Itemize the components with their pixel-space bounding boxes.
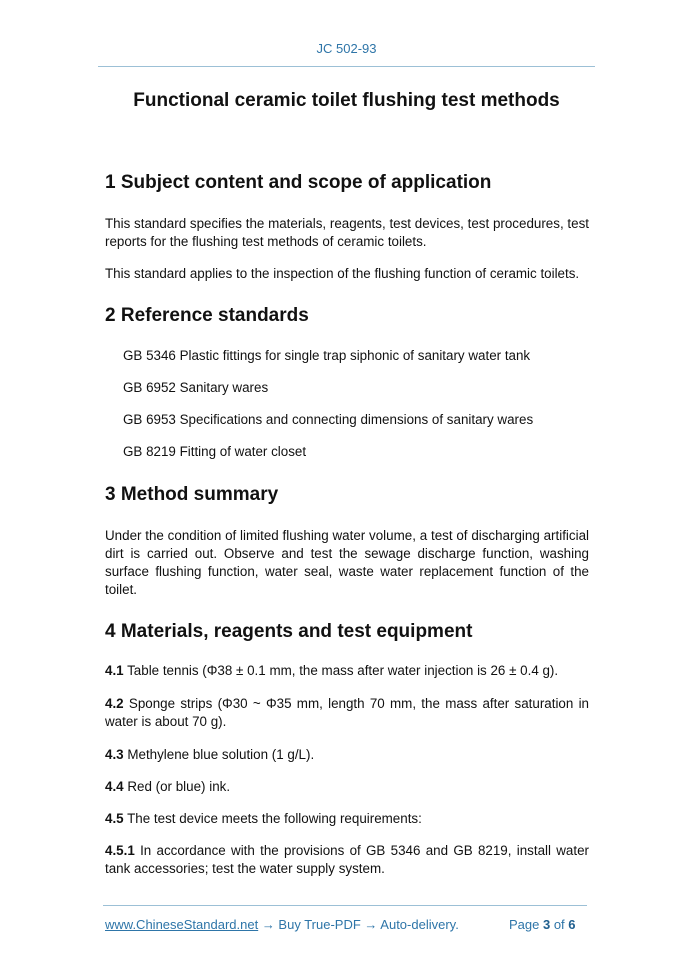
section-4-heading: 4 Materials, reagents and test equipment	[105, 621, 473, 642]
footer-promo	[105, 917, 459, 932]
clause-text: The test device meets the following requirements:	[123, 811, 422, 826]
clause-number: 4.4	[105, 779, 124, 794]
section-1-paragraph-2: This standard applies to the inspection of the flushing function of ceramic toilets.	[105, 266, 580, 281]
clause-text: Red (or blue) ink.	[123, 779, 231, 794]
reference-item: GB 5346 Plastic fittings for single trap siphonic of sanitary water tank	[123, 348, 531, 363]
reference-item: GB 8219 Fitting of water closet	[123, 444, 307, 459]
section-2-heading: 2 Reference standards	[105, 305, 309, 326]
clause-4-3	[105, 746, 589, 764]
clause-4-1	[105, 662, 589, 680]
clause-text: Table tennis (Φ38 ± 0.1 mm, the mass after water injection is 26 ± 0.4 g).	[123, 663, 559, 678]
reference-item: GB 6952 Sanitary wares	[123, 380, 269, 395]
section-1-paragraph-1: This standard specifies the materials, reagents, test devices, test procedures, test reports for the flushing test methods of ceramic toilets.	[105, 216, 589, 249]
page-of: of	[550, 917, 569, 932]
total-pages: 6	[568, 917, 576, 932]
current-page: 3	[542, 917, 551, 932]
document-title: Functional ceramic toilet flushing test methods	[133, 90, 560, 111]
clause-text: Sponge strips (Φ30 ~ Φ35 mm, length 70 mm, the mass after saturation in water is about 70 g).	[105, 696, 589, 729]
document-code: JC 502-93	[316, 41, 377, 56]
clause-4-2	[105, 695, 589, 731]
clause-number: 4.3	[105, 747, 124, 762]
section-3-heading: 3 Method summary	[105, 484, 279, 505]
page-label: Page	[509, 917, 543, 932]
section-3-paragraph: Under the condition of limited flushing water volume, a test of discharging artificial dirt is carried out. Observe and test the sewage discharge function, washing surface flushing function, water seal, waste water replacement function of the toilet.	[105, 528, 589, 597]
clause-text: Methylene blue solution (1 g/L).	[123, 747, 315, 762]
section-1-heading: 1 Subject content and scope of application	[105, 172, 492, 193]
clause-text: In accordance with the provisions of GB 5346 and GB 8219, install water tank accessories; test the water supply system.	[105, 843, 589, 876]
page-indicator	[509, 917, 576, 932]
clause-number: 4.5	[105, 811, 124, 826]
promo-text: → Buy True-PDF → Auto-delivery.	[258, 917, 459, 932]
clause-number: 4.2	[105, 696, 124, 711]
header-divider	[98, 66, 595, 67]
clause-number: 4.1	[105, 663, 124, 678]
footer-divider	[103, 905, 587, 906]
clause-4-5-1	[105, 842, 589, 878]
clause-4-5	[105, 810, 589, 828]
website-link[interactable]: www.ChineseStandard.net	[105, 917, 259, 932]
clause-4-4	[105, 778, 589, 796]
clause-number: 4.5.1	[105, 843, 135, 858]
reference-item: GB 6953 Specifications and connecting dimensions of sanitary wares	[123, 412, 534, 427]
